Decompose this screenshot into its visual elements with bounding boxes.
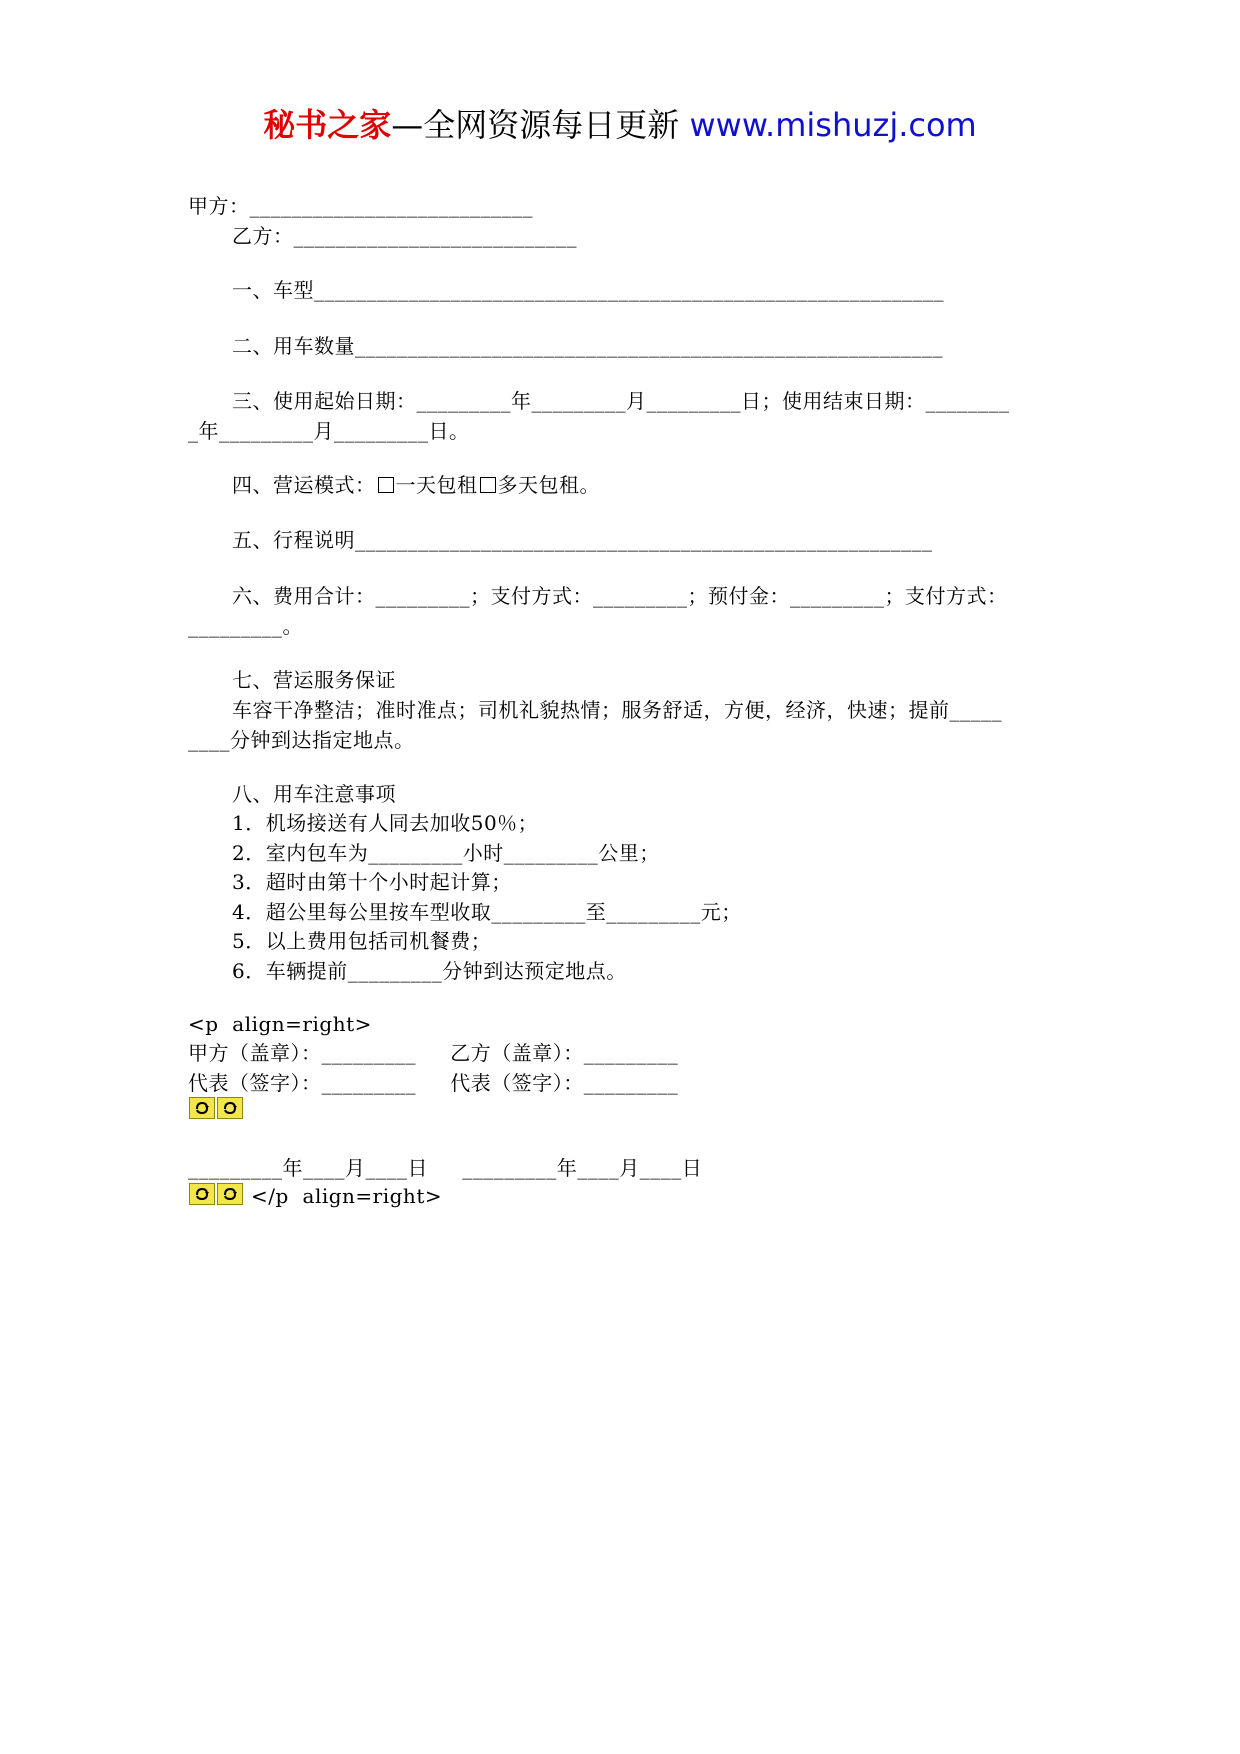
notes-item: 6．车辆提前_________分钟到达预定地点。 bbox=[232, 959, 627, 983]
raw-html-close-tag: </p align=right> bbox=[251, 1184, 443, 1208]
section-itinerary: 五、行程说明_______________________________________________________ bbox=[232, 528, 933, 552]
section-service-line2: ____分钟到达指定地点。 bbox=[188, 728, 415, 752]
broken-image-icon bbox=[217, 1183, 243, 1205]
broken-image-icon bbox=[189, 1097, 215, 1119]
broken-image-icon bbox=[217, 1097, 243, 1119]
notes-item: 2．室内包车为_________小时_________公里； bbox=[232, 841, 660, 865]
site-banner bbox=[0, 100, 1240, 146]
notes-item: 1．机场接送有人同去加收50％； bbox=[232, 811, 539, 835]
section-operation-mode bbox=[232, 472, 600, 498]
notes-item: 5．以上费用包括司机餐费； bbox=[232, 929, 492, 953]
section-dates-line1: 三、使用起始日期：_________年_________月_________日；使用结束日期：________ bbox=[232, 389, 1010, 413]
section-service-title: 七、营运服务保证 bbox=[232, 668, 396, 692]
brand-name: 秘书之家 bbox=[263, 106, 392, 144]
section-dates-line2: _年_________月_________日。 bbox=[188, 419, 470, 443]
section-service-line1: 车容干净整洁；准时准点；司机礼貌热情；服务舒适，方便，经济，快速；提前_____ bbox=[232, 698, 1002, 722]
section-vehicle-count: 二、用车数量________________________________________________________ bbox=[232, 334, 943, 358]
broken-image-group bbox=[189, 1097, 243, 1119]
broken-image-group bbox=[189, 1183, 243, 1205]
date-row: _________年____月____日 _________年____月____日 bbox=[188, 1156, 703, 1180]
section-fees-line1: 六、费用合计：_________；支付方式：_________；预付金：_________；支付方式： bbox=[232, 584, 1008, 608]
raw-html-open-tag: <p align=right> bbox=[188, 1012, 372, 1036]
broken-image-icon bbox=[189, 1183, 215, 1205]
notes-item: 3．超时由第十个小时起计算； bbox=[232, 870, 512, 894]
option-multi-day-label: 多天包租。 bbox=[497, 473, 600, 497]
section-notes-title: 八、用车注意事项 bbox=[232, 782, 396, 806]
party-b-line: 乙方：___________________________ bbox=[232, 224, 577, 248]
option-one-day-label: 一天包租 bbox=[395, 473, 478, 497]
checkbox-multi-day[interactable] bbox=[480, 477, 496, 493]
site-url-link[interactable]: www.mishuzj.com bbox=[689, 106, 977, 144]
section-fees-line2: _________。 bbox=[188, 614, 303, 638]
section-vehicle-type: 一、车型____________________________________________________________ bbox=[232, 278, 944, 302]
operation-mode-label: 四、营运模式： bbox=[232, 473, 376, 497]
signature-row-seal: 甲方（盖章）：_________ 乙方（盖章）：_________ bbox=[188, 1041, 679, 1065]
slogan: —全网资源每日更新 bbox=[391, 106, 690, 144]
notes-item: 4．超公里每公里按车型收取_________至_________元； bbox=[232, 900, 742, 924]
party-a-line: 甲方：___________________________ bbox=[188, 194, 533, 218]
checkbox-one-day[interactable] bbox=[378, 477, 394, 493]
signature-row-sign: 代表（签字）：_________ 代表（签字）：_________ bbox=[188, 1071, 679, 1095]
